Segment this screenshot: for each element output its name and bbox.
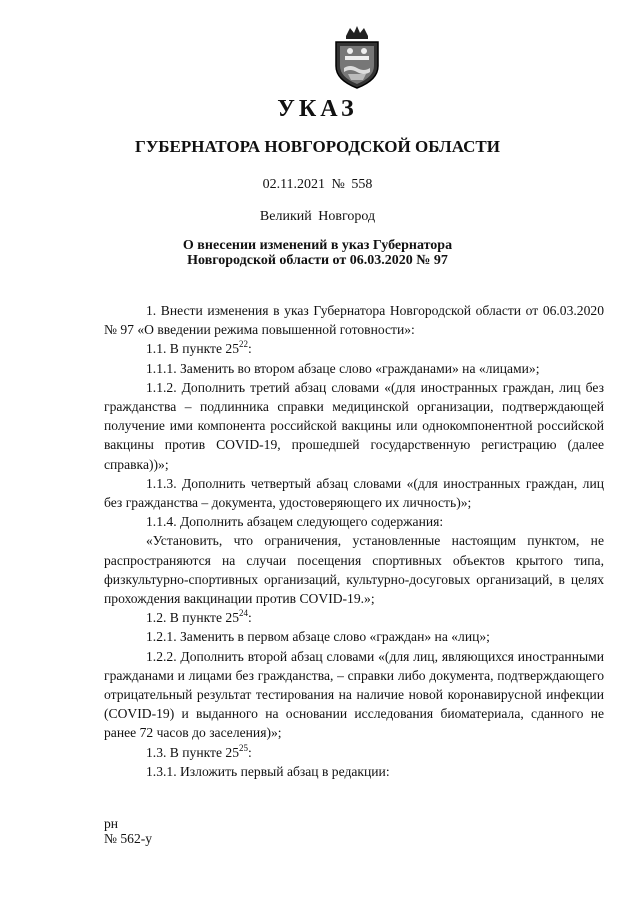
footer-initials: рн bbox=[104, 816, 119, 831]
heading-line-1: О внесении изменений в указ Губернатора bbox=[182, 238, 453, 253]
heading-line-2: Новгородской области от 06.03.2020 № 97 bbox=[187, 253, 448, 268]
paragraph: 1.2.1. Заменить в первом абзаце слово «граждан» на «лиц»; bbox=[146, 629, 490, 645]
date-number: 02.11.2021 № 558 bbox=[262, 177, 373, 192]
paragraph: «Установить, что ограничения, установленные настоящим пунктом, не распространяются на случаи посещения спортивных объектов крытого типа, физкультурно-спортивных организаций, культурно-досуговых организаций, в целях прохождения вакцинации против COVID-19.»; bbox=[104, 533, 604, 607]
coat-of-arms-icon bbox=[328, 22, 386, 90]
paragraph: 1.1.4. Дополнить абзацем следующего содержания: bbox=[146, 514, 444, 530]
city: Великий Новгород bbox=[259, 209, 376, 224]
paragraph: 1.3. В пункте $25^{25}$: bbox=[146, 742, 252, 760]
paragraph: 1.1.3. Дополнить четвертый абзац словами «(для иностранных граждан, лиц без гражданства – документа, удостоверяющего их личность)»; bbox=[104, 475, 604, 511]
document-body bbox=[104, 301, 604, 781]
document-title: УКАЗ bbox=[277, 96, 358, 122]
paragraph: 1.1. В пункте $25^{22}$: bbox=[146, 339, 252, 357]
document-heading bbox=[0, 238, 635, 268]
paragraph: 1.3.1. Изложить первый абзац в редакции: bbox=[146, 763, 390, 779]
issuer-title: ГУБЕРНАТОРА НОВГОРОДСКОЙ ОБЛАСТИ bbox=[135, 137, 500, 156]
footer-note bbox=[104, 816, 152, 846]
footer-number: № 562-у bbox=[104, 831, 153, 846]
paragraph: 1.1.2. Дополнить третий абзац словами «(для иностранных граждан, лиц без гражданства – подлинника справки медицинской организации, подтверждающей получение ими компонента российской вакцины или однокомпонентной российской вакцины против COVID-19, прошедшей государственную регистрацию (далее справка))»; bbox=[104, 379, 604, 472]
paragraph: 1.1.1. Заменить во втором абзаце слово «гражданами» на «лицами»; bbox=[146, 360, 540, 376]
paragraph: 1.2. В пункте $25^{24}$: bbox=[146, 608, 252, 626]
paragraph: 1. Внести изменения в указ Губернатора Новгородской области от 06.03.2020 № 97 «О введении режима повышенной готовности»: bbox=[104, 303, 604, 338]
paragraph: 1.2.2. Дополнить второй абзац словами «(для лиц, являющихся иностранными гражданами и лицами без гражданства, – справки либо документа, подтверждающего отрицательный результат тестирования на наличие новой коронавирусной инфекции (COVID-19) и выданного на основании исследования биоматериала, сданного не ранее 72 часов до заселения)»; bbox=[104, 648, 604, 741]
